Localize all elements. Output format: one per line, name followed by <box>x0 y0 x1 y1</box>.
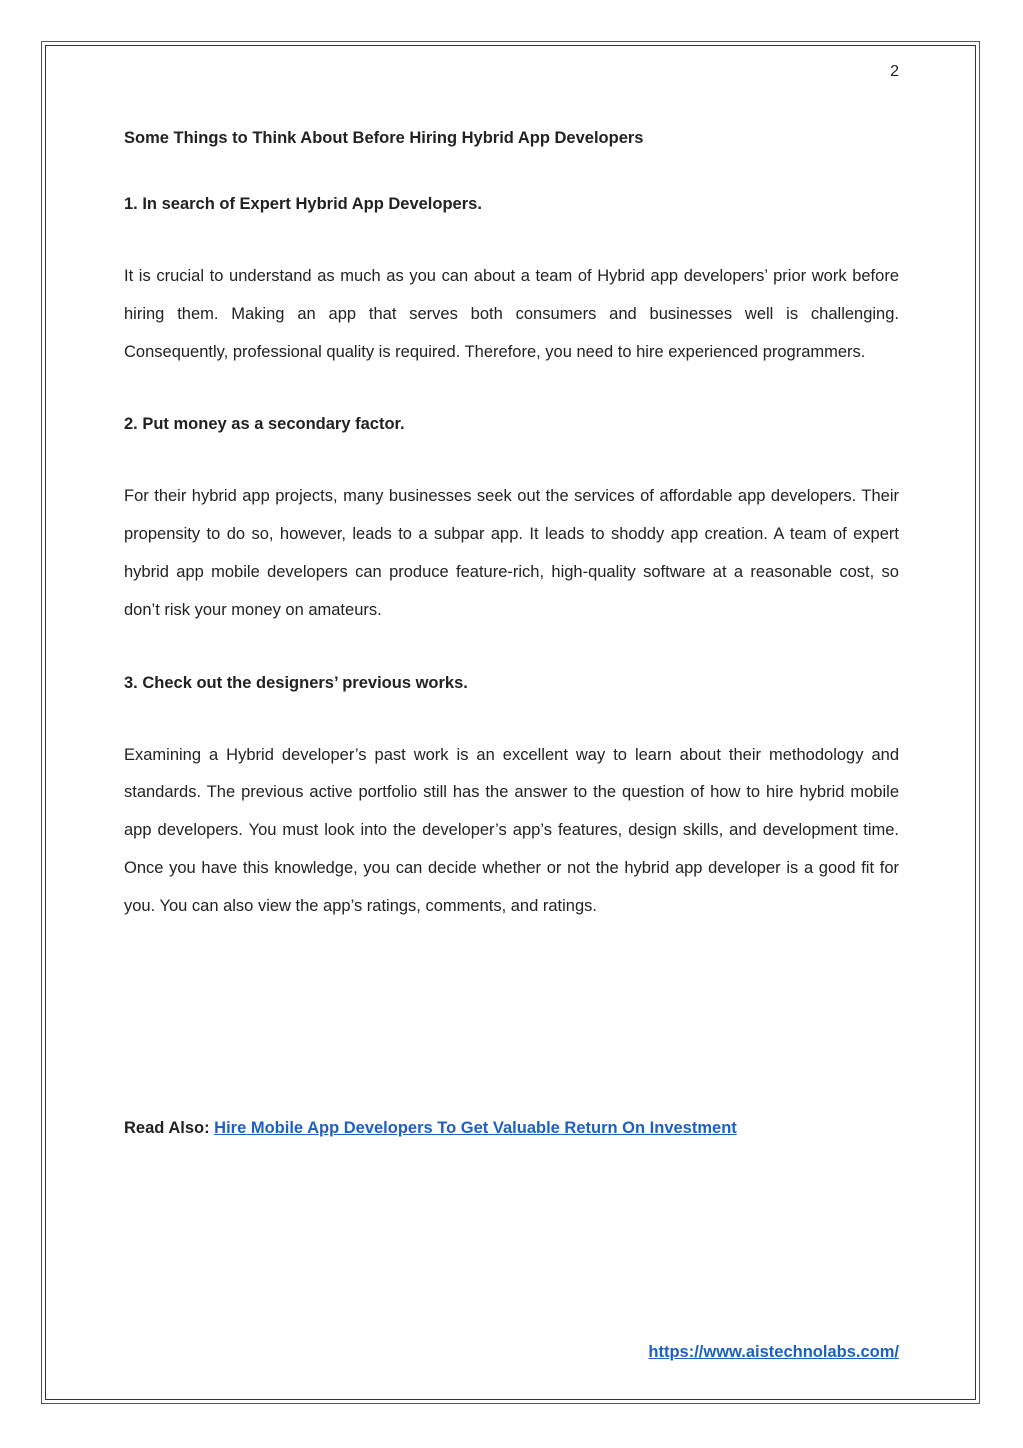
section-heading-2: 2. Put money as a secondary factor. <box>124 415 405 434</box>
read-also <box>124 1114 737 1142</box>
section-body-3: Examining a Hybrid developer’s past work is an excellent way to learn about their methodology and standards. The previous active portfolio still has the answer to the question of how to hire hybrid mobile app developers. You must look into the developer’s app’s features, design skills, and development time. Once you have this knowledge, you can decide whether or not the hybrid app developer is a good fit for you. You can also view the app’s ratings, comments, and ratings. <box>124 745 899 915</box>
page-number: 2 <box>890 63 899 80</box>
read-also-link[interactable]: Hire Mobile App Developers To Get Valuable Return On Investment <box>214 1119 737 1137</box>
read-also-label: Read Also: <box>124 1119 210 1137</box>
section-body-2: For their hybrid app projects, many businesses seek out the services of affordable app developers. Their propensity to do so, however, leads to a subpar app. It leads to shoddy app creation. A team of expert hybrid app mobile developers can produce feature-rich, high-quality software at a reasonable cost, so don’t risk your money on amateurs. <box>124 487 899 619</box>
document-body <box>124 124 899 926</box>
section-body-1: It is crucial to understand as much as you can about a team of Hybrid app developers’ prior work before hiring them. Making an app that serves both consumers and businesses well is challenging. Consequently, professional quality is required. Therefore, you need to hire experienced programmers. <box>124 267 899 361</box>
section-heading-3: 3. Check out the designers’ previous works. <box>124 673 468 692</box>
document-title: Some Things to Think About Before Hiring Hybrid App Developers <box>124 129 644 147</box>
section-heading-1: 1. In search of Expert Hybrid App Developers. <box>124 195 482 213</box>
footer-website-link[interactable]: https://www.aistechnolabs.com/ <box>648 1343 899 1361</box>
